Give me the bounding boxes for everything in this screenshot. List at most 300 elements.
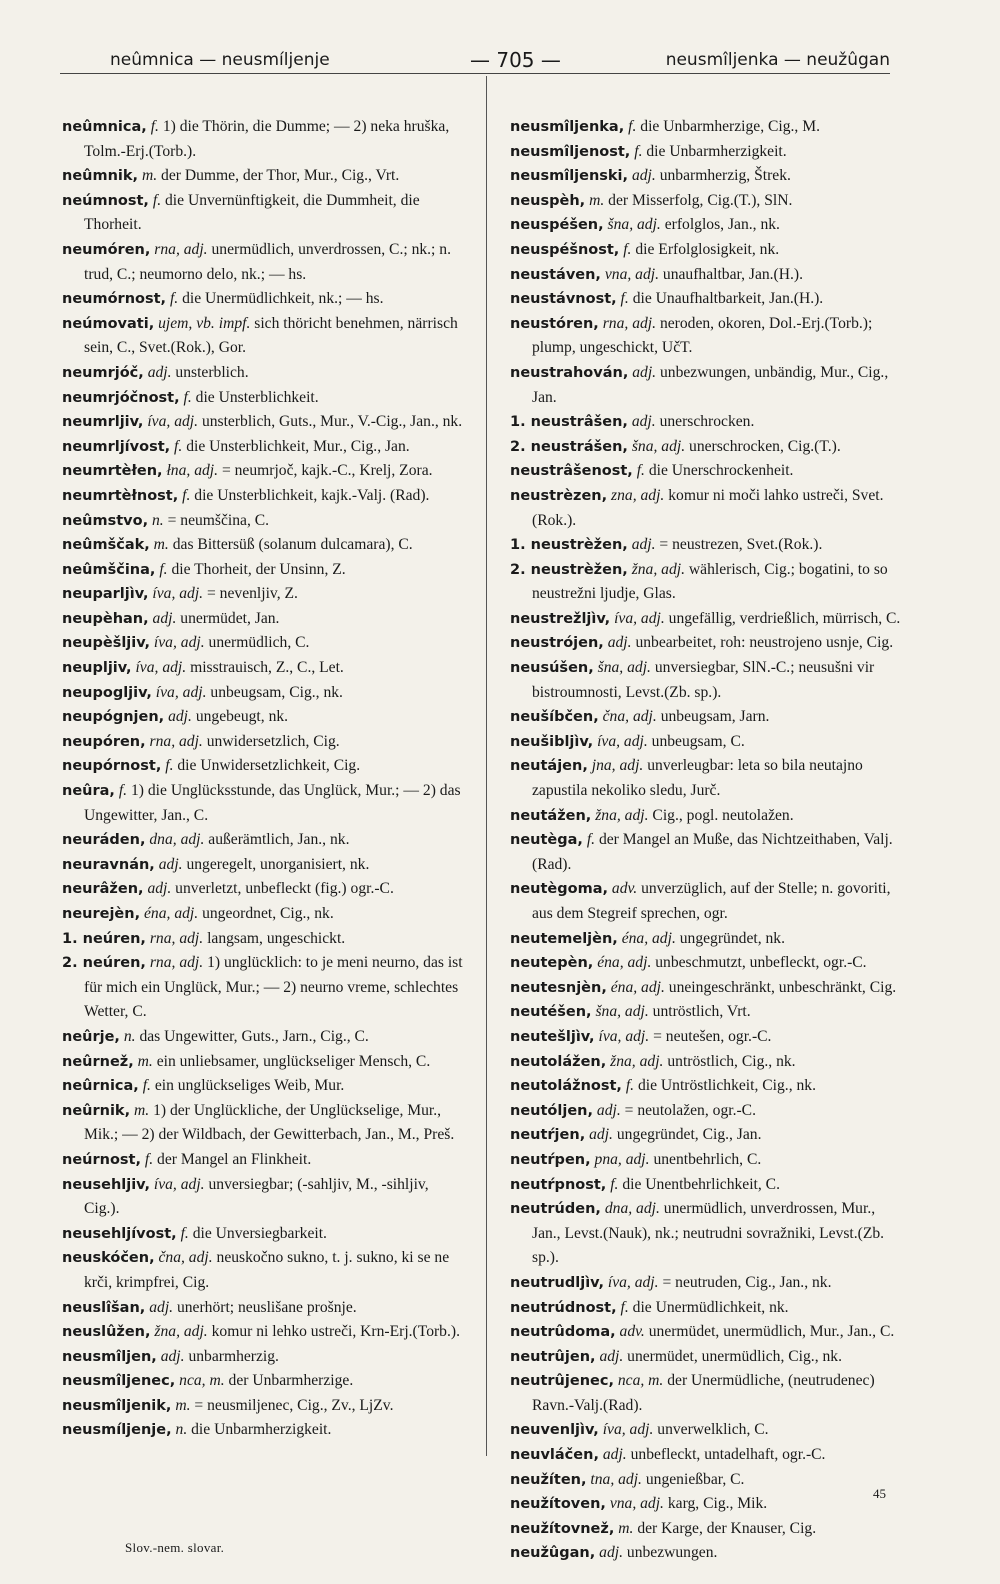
grammar-label: adj. — [168, 708, 192, 726]
definition: der Karge, der Knauser, Cig. — [637, 1519, 817, 1537]
definition: unentbehrlich, C. — [653, 1150, 762, 1168]
grammar-label: m. — [141, 167, 158, 185]
dictionary-entry — [62, 582, 467, 607]
headword: neupèhan, — [62, 610, 149, 627]
dictionary-entry — [510, 189, 905, 214]
grammar-label: f. — [182, 486, 191, 504]
headword: neumrjóčnost, — [62, 389, 180, 406]
headword: 2. neúren, — [62, 955, 146, 972]
grammar-label: adj. — [147, 880, 172, 898]
grammar-label: žna, adj. — [631, 560, 685, 578]
grammar-label: f. — [169, 290, 179, 308]
definition: die Unwidersetzlichkeit, Cig. — [177, 757, 361, 775]
dictionary-entry — [62, 779, 467, 828]
grammar-label: nca, m. — [617, 1372, 664, 1390]
definition: 1) der Unglückliche, der Unglückselige, Mur., Mik.; — 2) der Wildbach, der Gewitterbach, Jan., M., Preš. — [84, 1101, 455, 1144]
dictionary-entry — [62, 730, 467, 755]
dictionary-entry — [510, 361, 905, 410]
headword: neutrûjenec, — [510, 1373, 614, 1390]
right-column — [510, 115, 905, 1566]
grammar-label: f. — [144, 1150, 154, 1168]
definition: unermüdlich, unverdrossen, C.; nk.; n. trud, C.; neumorno delo, nk.; — hs. — [84, 240, 451, 283]
definition: = neustrezen, Svet.(Rok.). — [659, 536, 823, 554]
definition: langsam, ungeschickt. — [207, 929, 346, 947]
grammar-label: íva, adj. — [602, 1421, 654, 1439]
grammar-label: m. — [175, 1396, 191, 1414]
headword: neužítoven, — [510, 1496, 606, 1513]
headword: neusmîljen, — [62, 1348, 157, 1365]
headword: neutrudljìv, — [510, 1274, 604, 1291]
definition: die Unsterblichkeit, kajk.-Valj. (Rad). — [194, 486, 430, 504]
definition: die Untröstlichkeit, Cig., nk. — [637, 1077, 816, 1095]
grammar-label: zna, adj. — [611, 486, 665, 504]
dictionary-entry — [510, 1173, 905, 1198]
headword: neušibljìv, — [510, 733, 594, 750]
headword: neurâžen, — [62, 881, 144, 898]
dictionary-entry — [62, 189, 467, 238]
dictionary-entry — [62, 435, 467, 460]
headword: neustrâšenost, — [510, 463, 633, 480]
dictionary-entry — [62, 853, 467, 878]
grammar-label: m. — [589, 191, 605, 209]
definition: das Ungewitter, Guts., Jarn., Cig., C. — [139, 1027, 369, 1045]
definition: untröstlich, Cig., nk. — [667, 1052, 796, 1070]
headword: neutèga, — [510, 832, 583, 849]
headword: neustrahován, — [510, 364, 629, 381]
definition: ungegründet, Cig., Jan. — [616, 1126, 762, 1144]
dictionary-entry — [510, 484, 905, 533]
headword: neutepèn, — [510, 955, 594, 972]
definition: = neutolažen, ogr.-C. — [624, 1101, 756, 1119]
headword: neuspéšnost, — [510, 241, 620, 258]
definition: die Unversiegbarkeit. — [192, 1224, 327, 1242]
dictionary-entry — [62, 558, 467, 583]
header-divider — [60, 73, 890, 74]
definition: unbefleckt, untadelhaft, ogr.-C. — [630, 1446, 826, 1464]
headword: neusmîljenost, — [510, 143, 631, 160]
dictionary-entry — [510, 410, 905, 435]
definition: die Unermüdlichkeit, nk. — [632, 1298, 789, 1316]
dictionary-entry — [62, 238, 467, 287]
dictionary-entry — [510, 877, 905, 926]
dictionary-entry — [62, 828, 467, 853]
header-right-guideword: neusmîljenka — neužûgan — [665, 50, 890, 70]
headword: neusúšen, — [510, 660, 594, 677]
dictionary-entry — [510, 1296, 905, 1321]
definition: 1) die Unglücksstunde, das Unglück, Mur.; — 2) das Ungewitter, Jan., C. — [84, 782, 461, 824]
definition: komur ni lehko ustreči, Krn-Erj.(Torb.). — [211, 1323, 460, 1341]
grammar-label: éna, adj. — [144, 905, 199, 922]
headword: neûrje, — [62, 1028, 120, 1045]
dictionary-entry — [510, 1369, 905, 1418]
grammar-label: f. — [118, 782, 128, 800]
dictionary-entry — [62, 1148, 467, 1173]
dictionary-entry — [62, 287, 467, 312]
dictionary-entry — [62, 410, 467, 435]
headword: neutolážnost, — [510, 1078, 622, 1095]
dictionary-entry — [510, 1197, 905, 1271]
grammar-label: f. — [634, 142, 643, 160]
headword: neuráden, — [62, 832, 146, 849]
dictionary-entry — [510, 140, 905, 165]
headword: neumrtèłen, — [62, 463, 163, 480]
definition: Cig., pogl. neutolažen. — [652, 806, 794, 824]
definition: die Unbarmherzigkeit. — [191, 1421, 332, 1439]
grammar-label: čna, adj. — [602, 708, 657, 726]
dictionary-entry — [62, 902, 467, 927]
definition: sich thöricht benehmen, närrisch sein, C., Svet.(Rok.), Gor. — [84, 314, 458, 357]
grammar-label: adv. — [619, 1323, 645, 1341]
grammar-label: f. — [625, 1077, 635, 1095]
grammar-label: rna, adj. — [154, 240, 208, 258]
dictionary-entry — [62, 484, 467, 509]
definition: unermüdet, Jan. — [180, 609, 280, 627]
grammar-label: adj. — [607, 634, 632, 652]
headword: neupórnost, — [62, 758, 162, 775]
dictionary-entry — [510, 1443, 905, 1468]
definition: die Unermüdlichkeit, nk.; — hs. — [182, 290, 384, 308]
definition: neroden, okoren, Dol.-Erj.(Torb.); plump, ungeschickt, UčT. — [532, 314, 873, 357]
dictionary-entry — [510, 976, 905, 1001]
headword: neustrójen, — [510, 635, 604, 652]
headword: neupóren, — [62, 733, 146, 750]
grammar-label: m. — [133, 1101, 150, 1119]
dictionary-entry — [62, 1394, 467, 1419]
dictionary-entry — [510, 164, 905, 189]
definition: = neumščina, C. — [167, 511, 270, 529]
running-header — [110, 40, 890, 74]
definition: unversiegbar; (-sahljiv, M., -sihljiv, Cig.). — [84, 1175, 429, 1218]
definition: misstrauisch, Z., C., Let. — [190, 659, 344, 677]
dictionary-entry — [510, 312, 905, 361]
headword: neužíten, — [510, 1471, 587, 1488]
headword: neûmnik, — [62, 168, 139, 185]
dictionary-entry — [510, 213, 905, 238]
definition: unverzüglich, auf der Stelle; n. govoriti, aus dem Stegreif sprechen, ogr. — [532, 880, 891, 922]
grammar-label: rna, adj. — [602, 314, 657, 332]
dictionary-entry — [510, 287, 905, 312]
definition: der Unbarmherzige. — [228, 1372, 354, 1390]
headword: neutŕjen, — [510, 1127, 586, 1144]
grammar-label: íva, adj. — [147, 413, 199, 431]
headword: 1. neustrèžen, — [510, 537, 628, 554]
dictionary-entry — [62, 1345, 467, 1370]
dictionary-entry — [62, 754, 467, 779]
grammar-label: f. — [628, 118, 637, 135]
grammar-label: adj. — [149, 1298, 174, 1316]
definition: die Unaufhaltbarkeit, Jan.(H.). — [632, 290, 824, 308]
definition: uneingeschränkt, unbeschränkt, Cig. — [668, 978, 897, 996]
headword: neûra, — [62, 783, 115, 800]
headword: neutŕpen, — [510, 1151, 591, 1168]
definition: unwidersetzlich, Cig. — [206, 732, 340, 750]
definition: unverleugbar: leta so bila neutajno zapustila nekoliko sledu, Jurč. — [532, 757, 863, 800]
definition: unbeugsam, C. — [651, 732, 745, 750]
definition: außerämtlich, Jan., nk. — [208, 831, 350, 849]
dictionary-entry — [62, 1099, 467, 1148]
definition: unermüdet, unermüdlich, Mur., Jan., C. — [648, 1323, 895, 1341]
headword: neûmnica, — [62, 119, 147, 135]
definition: unaufhaltbar, Jan.(H.). — [662, 265, 804, 283]
dictionary-entry — [62, 951, 467, 1025]
grammar-label: rna, adj. — [149, 732, 203, 750]
grammar-label: f. — [586, 831, 596, 849]
headword: 2. neustrášen, — [510, 438, 628, 455]
grammar-label: rna, adj. — [149, 954, 204, 972]
definition: die Unentbehrlichkeit, C. — [622, 1175, 780, 1193]
headword: neumrljiv, — [62, 414, 144, 431]
definition: 1) die Thörin, die Dumme; — 2) neka hruška, Tolm.-Erj.(Torb.). — [84, 118, 450, 160]
definition: neuskočno sukno, t. j. sukno, ki se ne krči, krimpfrei, Cig. — [84, 1249, 450, 1291]
headword: neuslîšan, — [62, 1299, 146, 1316]
dictionary-entry — [510, 951, 905, 976]
definition: = neumrjoč, kajk.-C., Krelj, Zora. — [221, 462, 433, 480]
dictionary-entry — [510, 656, 905, 705]
grammar-label: f. — [636, 462, 645, 480]
grammar-label: rna, adj. — [149, 929, 204, 947]
dictionary-entry — [62, 1050, 467, 1075]
headword: neuslûžen, — [62, 1324, 151, 1341]
headword: neúmovati, — [62, 315, 155, 332]
headword: neûmstvo, — [62, 512, 149, 529]
sheet-number: 45 — [873, 1486, 886, 1501]
headword: neusmîljenec, — [62, 1373, 176, 1390]
grammar-label: m. — [137, 1052, 153, 1070]
definition: = neusmiljenec, Cig., Zv., LjZv. — [194, 1396, 394, 1414]
dictionary-entry — [62, 459, 467, 484]
definition: erfolglos, Jan., nk. — [664, 216, 780, 234]
definition: untröstlich, Vrt. — [652, 1003, 751, 1021]
grammar-label: šna, adj. — [597, 659, 651, 677]
dictionary-entry — [62, 1418, 467, 1443]
definition: unermüdlich, C. — [208, 634, 310, 652]
grammar-label: f. — [610, 1175, 619, 1193]
grammar-label: adj. — [589, 1126, 613, 1144]
definition: unbarmherzig, Štrek. — [659, 167, 791, 185]
definition: der Unermüdliche, (neutrudenec) Ravn.-Valj.(Rad). — [532, 1372, 875, 1414]
grammar-label: éna, adj. — [597, 954, 652, 972]
grammar-label: f. — [165, 757, 174, 775]
headword: neupljiv, — [62, 660, 132, 677]
dictionary-entry — [510, 1050, 905, 1075]
dictionary-entry — [62, 115, 467, 164]
headword: neutóljen, — [510, 1102, 593, 1119]
headword: neumrjóč, — [62, 364, 144, 381]
grammar-label: m. — [153, 536, 169, 554]
grammar-label: f. — [620, 290, 629, 308]
headword: neuspèh, — [510, 192, 586, 209]
grammar-label: adj. — [631, 413, 656, 431]
grammar-label: šna, adj. — [607, 216, 661, 234]
definition: unermüdlich, unverdrossen, Mur., Jan., Levst.(Nauk), nk.; neutrudni sovražniki, Levst.(Zb. sp.). — [532, 1200, 885, 1267]
grammar-label: éna, adj. — [621, 929, 676, 947]
definition: unbeugsam, Cig., nk. — [210, 683, 343, 701]
grammar-label: íva, adj. — [152, 585, 204, 603]
grammar-label: dna, adj. — [604, 1200, 660, 1218]
definition: unsterblich, Guts., Mur., V.-Cig., Jan., nk. — [201, 413, 463, 431]
headword: neutážen, — [510, 807, 592, 824]
headword: 1. neustrâšen, — [510, 414, 628, 431]
headword: neûmščak, — [62, 537, 150, 554]
grammar-label: žna, adj. — [595, 806, 649, 824]
definition: unbeugsam, Jarn. — [660, 708, 770, 726]
grammar-label: čna, adj. — [158, 1249, 213, 1267]
headword: neutrûjen, — [510, 1348, 596, 1365]
headword: neužûgan, — [510, 1545, 596, 1562]
grammar-label: dna, adj. — [149, 831, 205, 849]
dictionary-entry — [510, 533, 905, 558]
headword: neutrúdnost, — [510, 1299, 617, 1316]
grammar-label: adj. — [596, 1101, 621, 1119]
definition: 1) unglücklich: to je meni neurno, das ist für mich ein Unglück, Mur.; — 2) neurno vreme, schlechtes Wetter, C. — [84, 954, 463, 1021]
dictionary-entry — [62, 631, 467, 656]
dictionary-entry — [510, 1271, 905, 1296]
signature-mark: Slov.-nem. slovar. — [125, 1540, 225, 1555]
grammar-label: adj. — [602, 1446, 627, 1464]
grammar-label: vna, adj. — [609, 1495, 664, 1513]
dictionary-entry — [510, 558, 905, 607]
grammar-label: žna, adj. — [154, 1323, 208, 1341]
dictionary-entry — [62, 312, 467, 361]
definition: unbearbeitet, roh: neustrojeno usnje, Cig. — [635, 634, 894, 652]
headword: neûmščina, — [62, 561, 156, 578]
definition: unerhört; neuslišane prošnje. — [176, 1298, 357, 1316]
grammar-label: n. — [123, 1027, 136, 1045]
definition: = neutruden, Cig., Jan., nk. — [662, 1273, 832, 1291]
dictionary-entry — [510, 115, 905, 140]
headword: neusehljiv, — [62, 1176, 150, 1193]
grammar-label: íva, adj. — [607, 1273, 659, 1291]
grammar-label: adj. — [632, 363, 657, 381]
dictionary-entry — [510, 1492, 905, 1517]
headword: neutájen, — [510, 758, 588, 775]
grammar-label: adj. — [631, 536, 656, 554]
dictionary-entry — [510, 1345, 905, 1370]
grammar-label: adv. — [611, 880, 638, 898]
grammar-label: adj. — [147, 363, 172, 381]
definition: unversiegbar, SlN.-C.; neusušni vir bistroumnosti, Levst.(Zb. sp.). — [532, 659, 875, 701]
headword: neumórnost, — [62, 291, 167, 308]
grammar-label: f. — [174, 437, 183, 455]
definition: der Mangel an Flinkheit. — [157, 1150, 312, 1168]
dictionary-entry — [510, 1541, 905, 1566]
grammar-label: f. — [150, 118, 159, 135]
dictionary-entry — [62, 681, 467, 706]
grammar-label: f. — [620, 1298, 629, 1316]
page-number: — 705 — — [470, 48, 561, 72]
headword: neustáven, — [510, 266, 601, 283]
headword: neutemeljèn, — [510, 930, 618, 947]
left-column — [62, 115, 467, 1443]
grammar-label: íva, adj. — [614, 609, 665, 627]
grammar-label: íva, adj. — [597, 732, 648, 750]
grammar-label: n. — [175, 1421, 188, 1439]
definition: der Dumme, der Thor, Mur., Cig., Vrt. — [161, 167, 400, 185]
dictionary-entry — [62, 656, 467, 681]
dictionary-entry — [510, 1025, 905, 1050]
headword: neumrljívost, — [62, 438, 171, 455]
headword: neusmîljenski, — [510, 168, 629, 185]
grammar-label: f. — [159, 560, 168, 578]
grammar-label: íva, adj. — [153, 1175, 205, 1193]
definition: die Erfolglosigkeit, nk. — [635, 240, 780, 258]
definition: die Unbarmherzige, Cig., M. — [640, 118, 820, 135]
definition: unbarmherzig. — [188, 1347, 279, 1365]
definition: karg, Cig., Mik. — [667, 1495, 768, 1513]
dictionary-entry — [62, 1222, 467, 1247]
definition: unbezwungen, unbändig, Mur., Cig., Jan. — [532, 363, 889, 406]
headword: neuvláčen, — [510, 1447, 599, 1464]
headword: neurejèn, — [62, 906, 141, 922]
dictionary-entry — [510, 1468, 905, 1493]
definition: komur ni moči lahko ustreči, Svet.(Rok.). — [532, 486, 884, 529]
definition: unerschrocken, Cig.(T.). — [689, 437, 841, 455]
dictionary-entry — [510, 263, 905, 288]
headword: neutrúden, — [510, 1201, 601, 1218]
grammar-label: f. — [623, 240, 632, 258]
headword: neusehljívost, — [62, 1225, 177, 1242]
dictionary-entry — [510, 1123, 905, 1148]
headword: 2. neustrèžen, — [510, 561, 628, 578]
definition: ungeregelt, unorganisiert, nk. — [186, 855, 370, 873]
definition: ungegründet, nk. — [679, 929, 785, 947]
definition: die Unsterblichkeit. — [195, 388, 319, 406]
headword: neupogljiv, — [62, 684, 152, 701]
definition: die Unvernünftigkeit, die Dummheit, die Thorheit. — [84, 191, 420, 234]
definition: = neutešen, ogr.-C. — [653, 1027, 772, 1045]
header-left-guideword: neûmnica — neusmíljenje — [110, 50, 330, 70]
definition: ungeordnet, Cig., nk. — [202, 905, 334, 922]
headword: neustrèzen, — [510, 487, 608, 504]
definition: die Thorheit, der Unsinn, Z. — [171, 560, 346, 578]
grammar-label: f. — [180, 1224, 189, 1242]
headword: neustrežljìv, — [510, 610, 611, 627]
definition: wählerisch, Cig.; bogatini, to so neustrežni ljudje, Glas. — [532, 560, 888, 603]
grammar-label: f. — [152, 191, 162, 209]
dictionary-entry — [510, 1099, 905, 1124]
grammar-label: éna, adj. — [610, 978, 665, 996]
definition: unbezwungen. — [626, 1544, 718, 1562]
headword: neusmîljenik, — [62, 1397, 172, 1414]
headword: neuparljìv, — [62, 586, 149, 603]
dictionary-entry — [62, 509, 467, 534]
dictionary-entry — [62, 1025, 467, 1050]
headword: neuskóčen, — [62, 1250, 155, 1267]
dictionary-entry — [510, 607, 905, 632]
headword: neûrnica, — [62, 1078, 139, 1095]
grammar-label: adj. — [152, 609, 177, 627]
grammar-label: šna, adj. — [631, 437, 686, 455]
dictionary-entry — [62, 927, 467, 952]
definition: das Bittersüß (solanum dulcamara), C. — [172, 536, 413, 554]
grammar-label: žna, adj. — [610, 1052, 664, 1070]
grammar-label: tna, adj. — [590, 1470, 642, 1488]
headword: neutolážen, — [510, 1053, 607, 1070]
headword: neustóren, — [510, 315, 599, 332]
dictionary-entry — [510, 1517, 905, 1542]
dictionary-entry — [510, 927, 905, 952]
grammar-label: íva, adj. — [155, 683, 207, 701]
headword: neutešljìv, — [510, 1028, 595, 1045]
grammar-label: adj. — [158, 855, 183, 873]
dictionary-entry — [62, 1246, 467, 1295]
headword: 1. neúren, — [62, 930, 146, 947]
definition: unsterblich. — [175, 363, 249, 381]
dictionary-entry — [510, 1148, 905, 1173]
dictionary-entry — [510, 435, 905, 460]
grammar-label: n. — [151, 511, 164, 529]
headword: neûrnik, — [62, 1102, 131, 1119]
